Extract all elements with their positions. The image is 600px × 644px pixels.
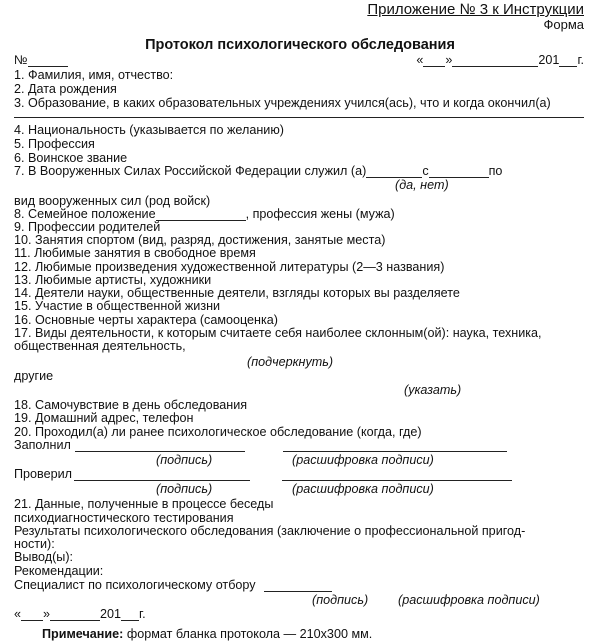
field-7b-label: вид вооруженных сил (род войск)	[14, 194, 211, 208]
number-prefix: №	[14, 53, 28, 67]
field-4	[14, 123, 584, 137]
field-3-label: 3. Образование, в каких образовательных учреждениях учился(ась), что и когда окончил(а)	[14, 96, 551, 110]
field-12	[14, 260, 584, 274]
recommendations	[14, 564, 584, 578]
protocol-number-field[interactable]	[28, 55, 68, 67]
date-open-quote: «	[416, 53, 424, 67]
field-19	[14, 411, 584, 425]
field-16-label: 16. Основные черты характера (самооценка)	[14, 313, 279, 327]
filled-by-label: Заполнил	[14, 438, 71, 452]
filled-by-decode-hint: (расшифровка подписи)	[292, 453, 434, 467]
field-7-label: 7. В Вооруженных Силах Российской Федерации служил (а)	[14, 164, 367, 178]
results-label: Результаты психологического обследования (заключение о профессиональной пригод-	[14, 524, 526, 538]
footnote-label: Примечание:	[42, 627, 124, 641]
date-year-prefix: 201	[538, 53, 560, 67]
form-label: Форма	[543, 17, 584, 32]
field-3	[14, 96, 584, 110]
field-21b	[14, 511, 584, 525]
filled-by-signature-hint: (подпись)	[156, 453, 213, 467]
appendix-label: Приложение № 3 к Инструкции	[367, 1, 584, 18]
field-2	[14, 82, 584, 96]
results-b-label: ности):	[14, 537, 55, 551]
field-17b	[14, 339, 434, 353]
specialist-signature-hint: (подпись)	[312, 593, 369, 607]
date-close-quote: »	[445, 53, 453, 67]
conclusion-label: Вывод(ы):	[14, 550, 74, 564]
bottom-date-year-suffix: г.	[139, 607, 146, 621]
field-13-label: 13. Любимые артисты, художники	[14, 273, 212, 287]
checked-by-row	[14, 467, 584, 481]
field-21b-label: психодиагностического тестирования	[14, 511, 234, 525]
field-14-label: 14. Деятели науки, общественные деятели, взгляды которых вы разделяете	[14, 286, 460, 300]
field-11	[14, 246, 584, 260]
field-1-label: 1. Фамилия, имя, отчество:	[14, 68, 174, 82]
specialist-label: Специалист по психологическому отбору	[14, 578, 256, 592]
conclusion	[14, 550, 584, 564]
field-1	[14, 68, 584, 82]
field-10	[14, 233, 584, 247]
checked-by-label: Проверил	[14, 467, 73, 481]
field-7	[14, 164, 584, 178]
field-6-label: 6. Воинское звание	[14, 151, 128, 165]
field-17-label: 17. Виды деятельности, к которым считаете себя наиболее склонным(ой): наука, техника,	[14, 326, 542, 340]
results	[14, 524, 584, 538]
field-21	[14, 497, 584, 511]
recommendations-label: Рекомендации:	[14, 564, 104, 578]
filled-by-signature-input[interactable]	[75, 440, 245, 452]
field-5	[14, 137, 584, 151]
field-6	[14, 151, 584, 165]
field-16	[14, 313, 584, 327]
date-year-suffix: г.	[577, 53, 584, 67]
checked-by-signature-input[interactable]	[74, 469, 250, 481]
date-month-field[interactable]	[452, 55, 538, 67]
date-day-field[interactable]	[423, 55, 445, 67]
bottom-date-close-quote: »	[43, 607, 51, 621]
bottom-date-year-field[interactable]	[121, 609, 139, 621]
date-year-field[interactable]	[559, 55, 577, 67]
filled-by-row	[14, 438, 584, 452]
field-8b-label: , профессия жены (мужа)	[245, 207, 395, 221]
field-3-input[interactable]	[14, 117, 584, 118]
protocol-number-row	[14, 53, 584, 67]
field-17c	[14, 369, 584, 383]
field-17-hint: (подчеркнуть)	[247, 355, 334, 369]
field-20-label: 20. Проходил(а) ли ранее психологическое обследование (когда, где)	[14, 425, 422, 439]
field-17c-hint: (указать)	[404, 383, 462, 397]
field-9	[14, 220, 584, 234]
field-18-label: 18. Самочувствие в день обследования	[14, 398, 248, 412]
specialist-decode-hint: (расшифровка подписи)	[398, 593, 540, 607]
results-b	[14, 537, 584, 551]
checked-by-signature-hint: (подпись)	[156, 482, 213, 496]
field-15-label: 15. Участие в общественной жизни	[14, 299, 221, 313]
field-13	[14, 273, 584, 287]
bottom-date-row	[14, 607, 146, 621]
field-7-from-label: с	[422, 164, 429, 178]
field-8-label: 8. Семейное положение	[14, 207, 156, 221]
bottom-date-year-prefix: 201	[100, 607, 122, 621]
checked-by-decode-hint: (расшифровка подписи)	[292, 482, 434, 496]
field-17b-label: общественная деятельность,	[14, 339, 186, 353]
field-11-label: 11. Любимые занятия в свободное время	[14, 246, 256, 260]
field-19-label: 19. Домашний адрес, телефон	[14, 411, 194, 425]
specialist-signature-input[interactable]	[264, 580, 332, 592]
field-7-from-input[interactable]	[429, 166, 489, 178]
bottom-date-day-field[interactable]	[21, 609, 43, 621]
checked-by-decode-input[interactable]	[282, 469, 512, 481]
specialist	[14, 578, 584, 592]
field-4-label: 4. Национальность (указывается по желанию)	[14, 123, 284, 137]
field-15	[14, 299, 584, 313]
field-9-label: 9. Профессии родителей	[14, 220, 161, 234]
field-2-label: 2. Дата рождения	[14, 82, 117, 96]
field-7-hint: (да, нет)	[395, 178, 449, 192]
field-7-to-label: по	[488, 164, 503, 178]
filled-by-decode-input[interactable]	[283, 440, 507, 452]
field-8	[14, 207, 584, 221]
field-10-label: 10. Занятия спортом (вид, разряд, достижения, занятые места)	[14, 233, 386, 247]
footnote	[42, 627, 372, 641]
field-21-label: 21. Данные, полученные в процессе беседы	[14, 497, 274, 511]
field-7-served-input[interactable]	[366, 166, 422, 178]
field-18	[14, 398, 584, 412]
field-7b	[14, 194, 584, 208]
field-12-label: 12. Любимые произведения художественной литературы (2—3 названия)	[14, 260, 445, 274]
field-17	[14, 326, 584, 340]
field-20	[14, 425, 584, 439]
footnote-text: формат бланка протокола — 210x300 мм.	[123, 627, 373, 641]
field-14	[14, 286, 584, 300]
bottom-date-open-quote: «	[14, 607, 22, 621]
field-17c-label: другие	[14, 369, 54, 383]
bottom-date-month-field[interactable]	[50, 609, 100, 621]
page-title: Протокол психологического обследования	[145, 37, 455, 53]
field-5-label: 5. Профессия	[14, 137, 95, 151]
